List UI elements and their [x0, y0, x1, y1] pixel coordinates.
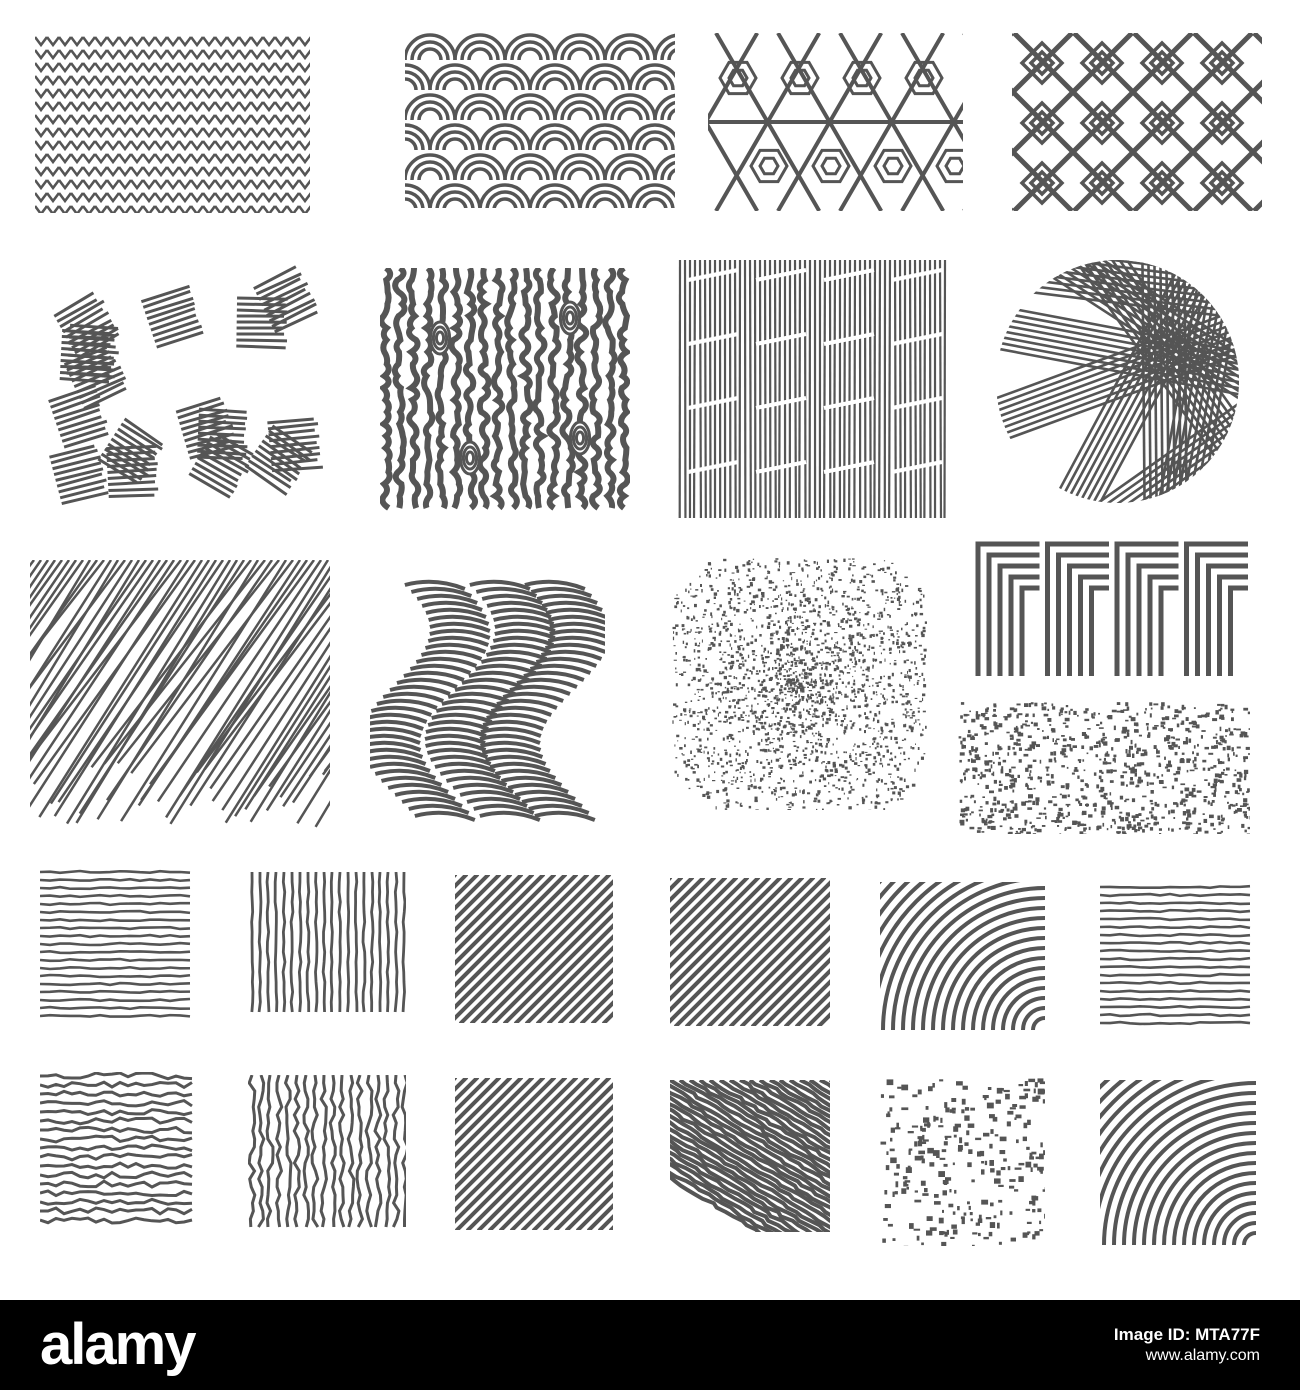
rough-diagonal-texture	[670, 1080, 830, 1232]
square-maze-texture	[972, 538, 1250, 676]
fish-scale-arc-texture-graphic	[405, 30, 675, 208]
diagonal-scribble-texture	[30, 560, 330, 830]
wood-grain-texture-graphic	[380, 268, 630, 514]
wavy-vertical-texture	[248, 1075, 406, 1230]
sparse-speckle-texture-graphic	[880, 1078, 1045, 1246]
diagonal-lines-texture	[455, 875, 613, 1023]
diagonal-scribble-texture-graphic	[30, 560, 330, 830]
wavy-horizontal-texture	[40, 1072, 197, 1227]
curved-arc-lines-2-texture-graphic	[1100, 1080, 1256, 1245]
bamboo-weave-texture-graphic	[678, 260, 950, 518]
square-maze-texture-graphic	[972, 538, 1250, 676]
herringbone-texture-graphic	[35, 35, 310, 213]
diagonal-lines-2-texture-graphic	[670, 878, 830, 1026]
hexagon-triangle-texture-graphic	[708, 33, 963, 211]
footer-meta	[1114, 1300, 1260, 1390]
vertical-lines-texture	[248, 872, 406, 1020]
twisted-strokes-texture	[370, 575, 605, 830]
speckle-texture-graphic	[958, 702, 1250, 834]
speckle-texture	[958, 702, 1250, 834]
footer-bar	[0, 1300, 1300, 1390]
twisted-strokes-texture-graphic	[370, 575, 605, 830]
sparse-speckle-texture	[880, 1078, 1045, 1246]
wavy-diagonal-texture	[455, 1078, 613, 1230]
diagonal-lines-2-texture	[670, 878, 830, 1026]
herringbone-texture	[35, 35, 310, 213]
woven-planks-circle-texture-graphic	[985, 260, 1250, 503]
stipple-burst-texture	[672, 558, 927, 810]
wavy-vertical-texture-graphic	[248, 1075, 406, 1230]
scattered-hatch-blocks-texture	[45, 265, 330, 515]
horizontal-lines-texture	[40, 868, 197, 1020]
image-id-label: Image ID: MTA77F	[1113, 1325, 1260, 1344]
hexagon-triangle-texture	[708, 33, 963, 211]
horizontal-lines-texture-graphic	[40, 868, 197, 1020]
horizontal-lines-2-texture	[1100, 883, 1256, 1029]
rough-diagonal-texture-graphic	[670, 1080, 830, 1232]
bamboo-weave-texture	[678, 260, 950, 518]
alamy-logo: alamy	[40, 1312, 195, 1377]
vertical-lines-texture-graphic	[248, 872, 406, 1020]
site-url: www.alamy.com	[1145, 1347, 1260, 1364]
scattered-hatch-blocks-texture-graphic	[45, 265, 330, 515]
stipple-burst-texture-graphic	[672, 558, 927, 810]
wood-grain-texture	[380, 268, 630, 514]
horizontal-lines-2-texture-graphic	[1100, 883, 1256, 1029]
fish-scale-arc-texture	[405, 30, 675, 208]
curved-arc-lines-texture	[880, 882, 1045, 1030]
wavy-horizontal-texture-graphic	[40, 1072, 197, 1227]
diamond-lattice-texture	[1012, 33, 1262, 211]
diagonal-lines-texture-graphic	[455, 875, 613, 1023]
diamond-lattice-texture-graphic	[1012, 33, 1262, 211]
curved-arc-lines-texture-graphic	[880, 882, 1045, 1030]
woven-planks-circle-texture	[985, 260, 1250, 503]
curved-arc-lines-2-texture	[1100, 1080, 1256, 1245]
wavy-diagonal-texture-graphic	[455, 1078, 613, 1230]
